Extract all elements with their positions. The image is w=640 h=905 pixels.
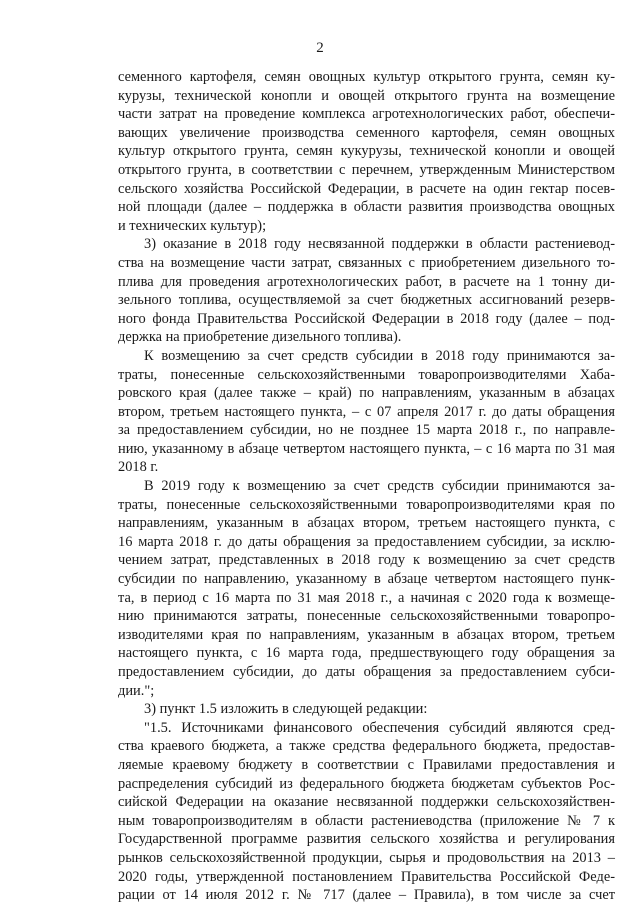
text-line: предоставлением субсидии, до даты обращения за предоставлением субси- <box>118 664 615 680</box>
text-line: ной площади (далее – поддержка в области развития производства овощных <box>118 199 615 216</box>
text-line: направлениям, указанным в абзацах втором, третьем настоящего пункта, с <box>118 515 615 532</box>
text-line: плива для проведения агротехнологических работ, в расчете на 1 тонну ди- <box>118 273 615 290</box>
text-line: субсидии по направлению, указанному в абзаце четвертом настоящего пунк- <box>118 571 615 588</box>
text-line: настоящего пункта, с 16 марта года, предшествующего году обращения за <box>118 645 615 662</box>
text-line: "1.5. Источниками финансового обеспечения субсидий являются сред- <box>144 719 615 736</box>
text-line: 3) оказание в 2018 году несвязанной поддержки в области растениевод- <box>144 236 615 253</box>
text-line: семенного картофеля, семян овощных культур открытого грунта, семян ку- <box>118 69 615 85</box>
text-line: К возмещению за счет средств субсидии в 2018 году принимаются за- <box>144 347 615 364</box>
text-line: ства краевого бюджета, а также средства федерального бюджета, предостав- <box>118 738 615 755</box>
text-line: сельского хозяйства Российской Федерации, в расчете на один гектар посев- <box>118 180 615 197</box>
text-line: Государственной программе развития сельского хозяйства и регулирования <box>118 831 615 848</box>
document-body <box>118 68 615 905</box>
text-line: сийской Федерации на оказание несвязанной поддержки сельскохозяйствен- <box>118 794 615 811</box>
text-line: нию, указанному в абзаце четвертом настоящего пункта, – с 16 марта по 31 мая <box>118 440 615 457</box>
text-line: за предоставлением субсидии, но не позднее 15 марта 2018 г., по направле- <box>118 422 615 439</box>
text-line: рынков сельскохозяйственной продукции, сырья и продовольствия на 2013 – <box>118 849 615 866</box>
text-line: культур открытого грунта, семян кукурузы, технической конопли и овощей <box>118 143 615 160</box>
text-line: 2018 г. <box>118 459 159 476</box>
text-line: 16 марта 2018 г. до даты обращения за предоставлением субсидии, за исклю- <box>118 533 615 550</box>
text-line: части затрат на проведение комплекса агротехнологических работ, обеспечи- <box>118 106 615 123</box>
text-line: втором, третьем настоящего пункта, – с 07 апреля 2017 г. до даты обращения <box>118 403 615 420</box>
text-line: ляемые краевому бюджету в соответствии с Правилами предоставления и <box>118 756 615 773</box>
text-line: 3) пункт 1.5 изложить в следующей редакции: <box>144 701 428 718</box>
text-line: В 2019 году к возмещению за счет средств субсидии принимаются за- <box>144 478 615 495</box>
text-line: 2020 годы, утвержденной постановлением Правительства Российской Феде- <box>118 868 615 885</box>
text-line: открытого грунта, в соответствии с перечнем, утвержденным Министерством <box>118 161 615 178</box>
text-line: зельного топлива, осуществляемой за счет бюджетных ассигнований резерв- <box>118 292 615 309</box>
text-line: траты, понесенные сельскохозяйственными товаропроизводителями края по <box>118 496 615 513</box>
text-line: изводителями края по направлениям, указанным в абзацах втором, третьем <box>118 626 615 643</box>
text-line: траты, понесенные сельскохозяйственными товаропроизводителями Хаба- <box>118 366 615 383</box>
text-line: ного фонда Правительства Российской Федерации в 2018 году (далее – под- <box>118 310 615 327</box>
text-line: ным товаропроизводителям в области растениеводства (приложение № 7 к <box>118 812 615 829</box>
text-line: вающих увеличение производства семенного картофеля, семян овощных <box>118 124 615 141</box>
text-line: держка на приобретение дизельного топлива). <box>118 329 402 346</box>
text-line: распределения субсидий из федерального бюджета бюджетам субъектов Рос- <box>118 775 615 792</box>
text-line: ровского края (далее также – край) по направлениям, указанным в абзацах <box>118 385 615 402</box>
text-line: чением затрат, представленных в 2018 году к возмещению за счет средств <box>118 552 615 569</box>
text-line: курузы, технической конопли и овощей открытого грунта на возмещение <box>118 87 615 104</box>
text-line: ства на возмещение части затрат, связанных с приобретением дизельного то- <box>118 254 615 271</box>
text-line: и технических культур); <box>118 217 267 234</box>
text-line: та, в период с 16 марта по 31 мая 2018 г., а начиная с 2020 года к возмеще- <box>118 589 615 606</box>
text-line: рации от 14 июля 2012 г. № 717 (далее – Правила), в том числе за счет <box>118 887 615 904</box>
page-number: 2 <box>316 40 324 56</box>
text-line: дии."; <box>118 682 155 699</box>
text-line: нию принимаются затраты, понесенные сельскохозяйственными товаропро- <box>118 608 615 625</box>
